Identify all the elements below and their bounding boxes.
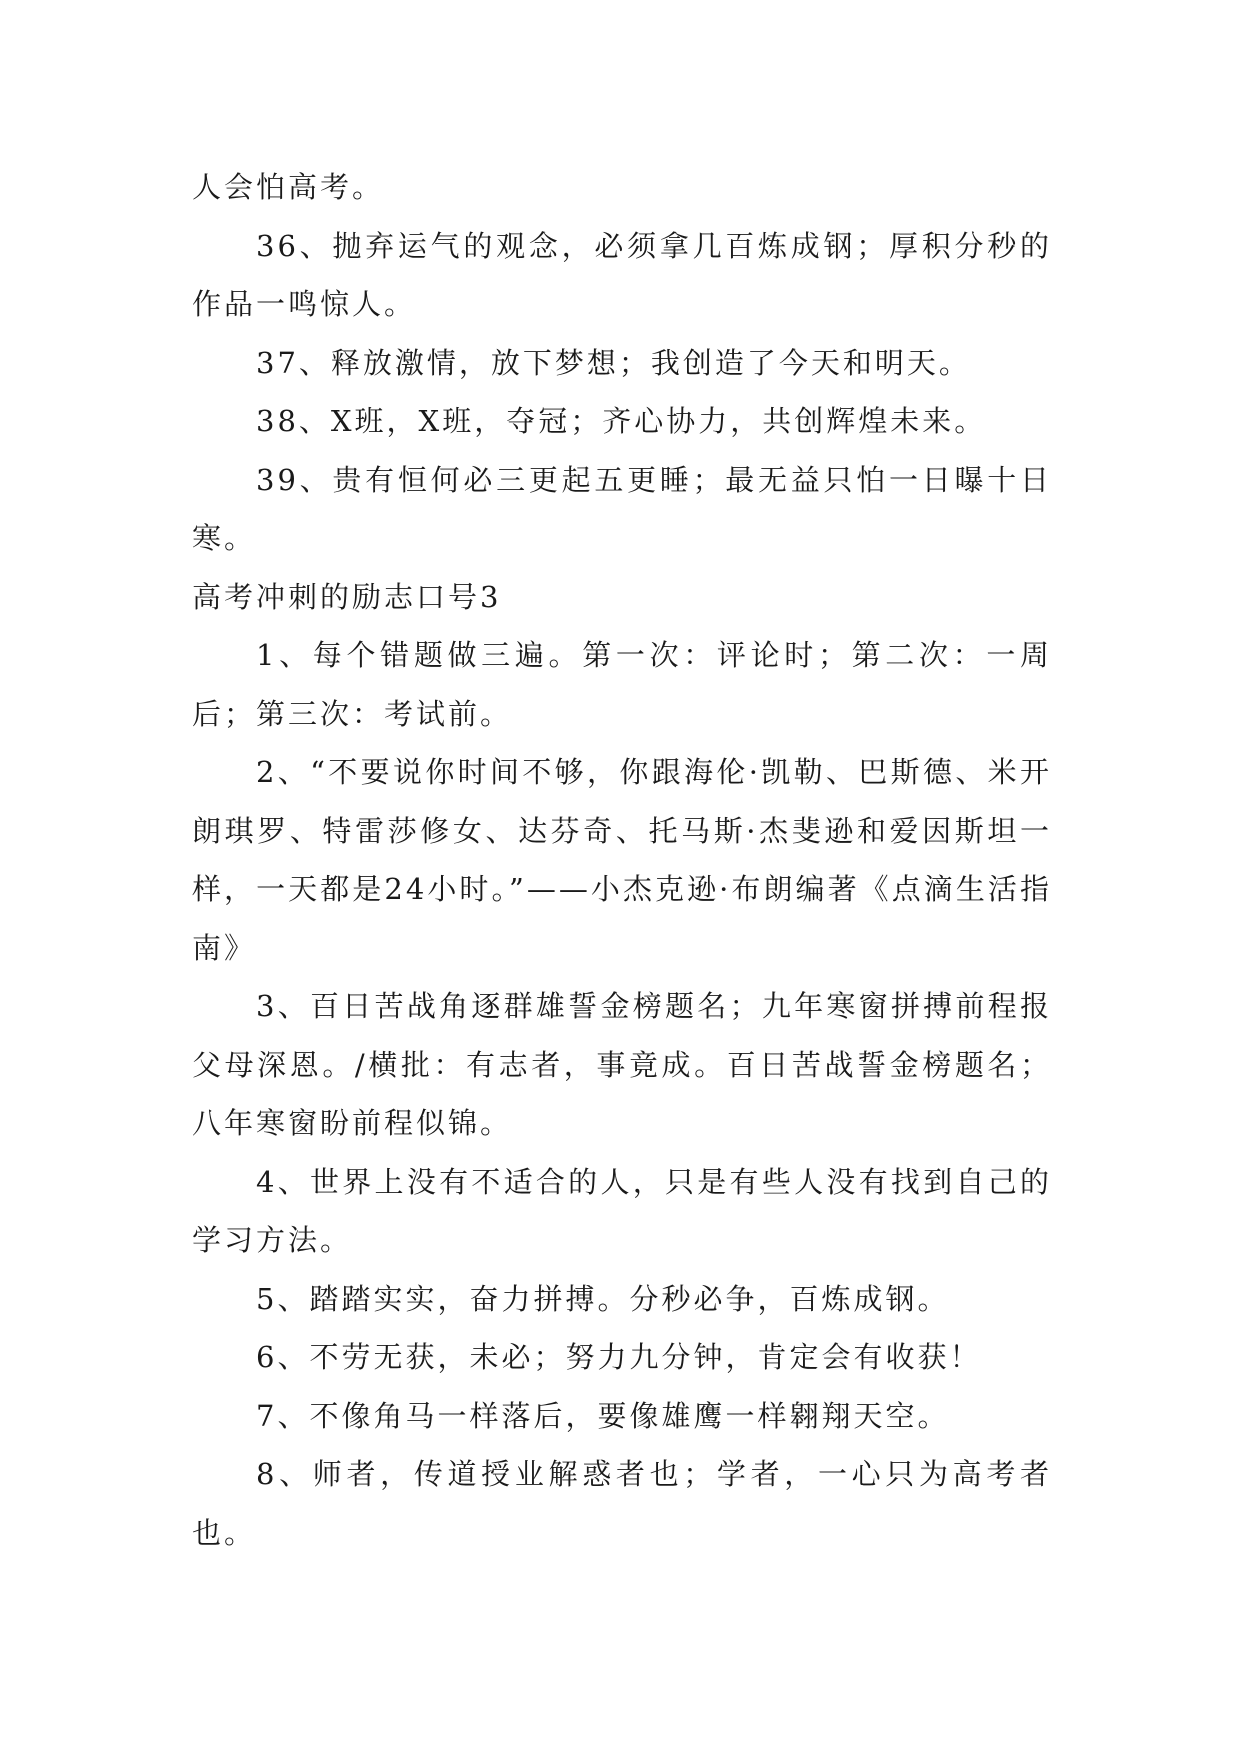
section-heading: 高考冲刺的励志口号3 [192, 579, 502, 614]
paragraph: 1、每个错题做三遍。第一次：评论时；第二次：一周后；第三次：考试前。 [192, 638, 1052, 731]
document-body [192, 158, 1052, 1562]
paragraph: 人会怕高考。 [192, 170, 385, 204]
paragraph: 6、不劳无获，未必；努力九分钟，肯定会有收获！ [256, 1340, 982, 1374]
paragraph: 38、X班，X班，夺冠；齐心协力，共创辉煌未来。 [256, 404, 987, 438]
paragraph: 7、不像角马一样落后，要像雄鹰一样翱翔天空。 [256, 1398, 950, 1433]
paragraph: 2、“不要说你时间不够，你跟海伦·凯勒、巴斯德、米开朗琪罗、特雷莎修女、达芬奇、托马斯·杰斐逊和爱因斯坦一样，一天都是24小时。”——小杰克逊·布朗编著《点滴生活指南》 [192, 755, 1052, 965]
paragraph: 4、世界上没有不适合的人，只是有些人没有找到自己的学习方法。 [192, 1164, 1052, 1257]
paragraph: 37、释放激情，放下梦想；我创造了今天和明天。 [256, 345, 971, 380]
paragraph: 8、师者，传道授业解惑者也；学者，一心只为高考者也。 [192, 1457, 1052, 1550]
paragraph: 5、踏踏实实，奋力拼搏。分秒必争，百炼成钢。 [256, 1281, 950, 1316]
paragraph: 36、抛弃运气的观念，必须拿几百炼成钢；厚积分秒的作品一鸣惊人。 [192, 228, 1052, 321]
paragraph: 39、贵有恒何必三更起五更睡；最无益只怕一日曝十日寒。 [192, 462, 1052, 555]
paragraph: 3、百日苦战角逐群雄誓金榜题名；九年寒窗拼搏前程报父母深恩。/横批：有志者，事竟成。百日苦战誓金榜题名；八年寒窗盼前程似锦。 [192, 989, 1052, 1140]
